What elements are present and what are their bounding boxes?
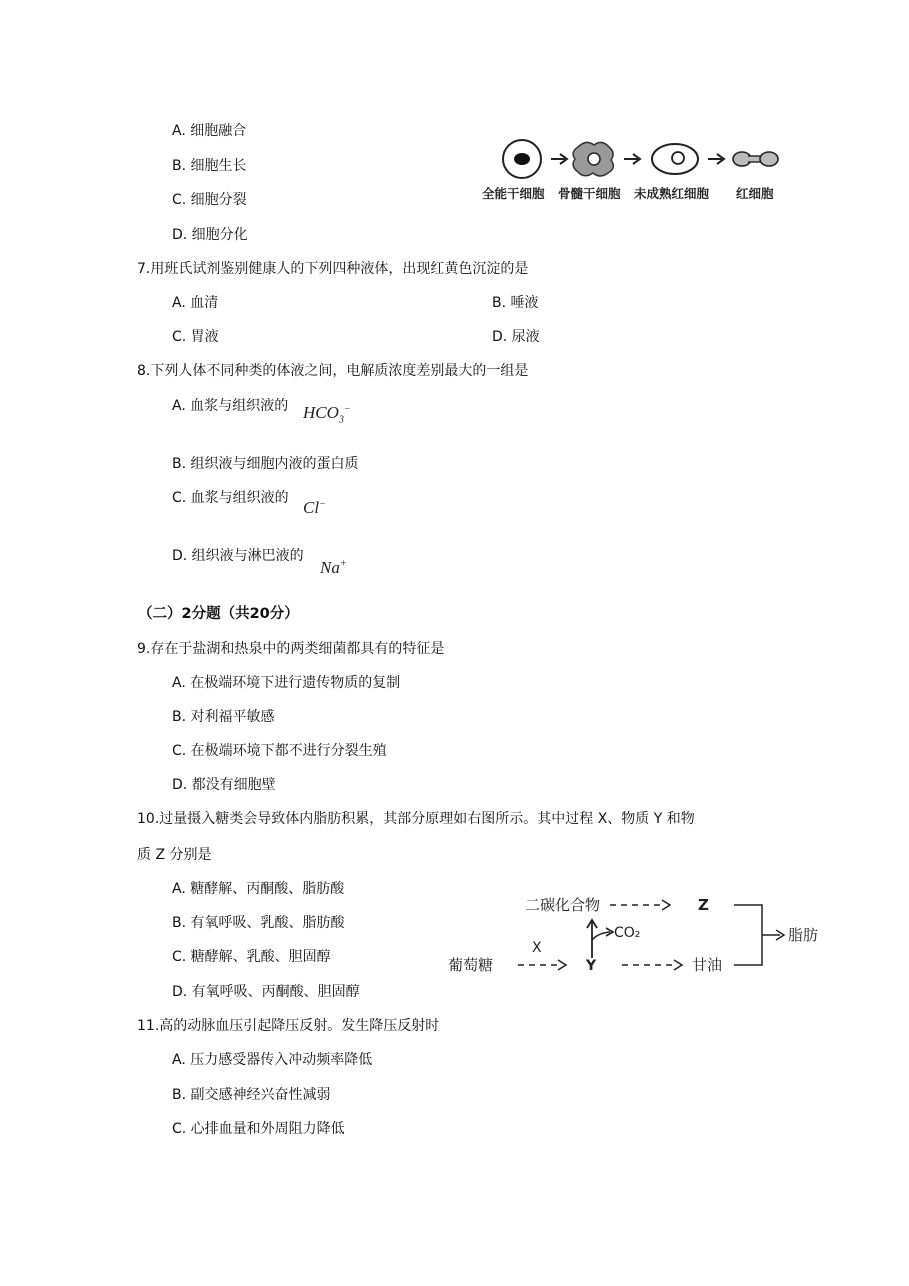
chem-bicarbonate: $HCO_3^-$ [303,403,351,426]
q6-option-a: A. 细胞融合 [172,123,247,139]
q7-stem: 7.用班氏试剂鉴别健康人的下列四种液体，出现红黄色沉淀的是 [137,261,529,277]
q10-option-c: C. 糖酵解、乳酸、胆固醇 [172,949,331,965]
q7-option-d: D. 尿液 [492,329,540,345]
q8-option-b: B. 组织液与细胞内液的蛋白质 [172,456,359,472]
q10-stem-line1: 10.过量摄入糖类会导致体内脂肪积累，其部分原理如右图所示。其中过程 X、物质 Y 和物 [137,811,695,827]
q10-option-d: D. 有氧呼吸、丙酮酸、胆固醇 [172,984,360,1000]
q9-option-a: A. 在极端环境下进行遗传物质的复制 [172,675,401,691]
label-co2: CO₂ [614,925,641,941]
q6-option-d: D. 细胞分化 [172,227,248,243]
q9-option-b: B. 对利福平敏感 [172,709,275,725]
q8-stem: 8.下列人体不同种类的体液之间，电解质浓度差别最大的一组是 [137,363,529,379]
cell-differentiation-figure [478,135,788,210]
label-y: Y [586,958,597,974]
q10-option-b: B. 有氧呼吸、乳酸、脂肪酸 [172,915,345,931]
q8-option-d: D. 组织液与淋巴液的 [172,548,304,564]
label-rbc: 红细胞 [736,186,774,201]
label-marrow: 骨髓干细胞 [558,186,621,201]
q10-stem-line2: 质 Z 分别是 [137,847,212,863]
label-z: Z [698,896,709,914]
q11-option-a: A. 压力感受器传入冲动频率降低 [172,1052,373,1068]
q11-option-b: B. 副交感神经兴奋性减弱 [172,1087,331,1103]
q8-option-c: C. 血浆与组织液的 [172,490,289,506]
chem-sodium: Na+ [320,558,347,577]
q9-option-c: C. 在极端环境下都不进行分裂生殖 [172,743,387,759]
label-fat: 脂肪 [788,926,819,944]
label-immature-rbc: 未成熟红细胞 [634,186,710,201]
q8-option-a: A. 血浆与组织液的 [172,398,289,414]
label-x: X [532,940,542,956]
chem-chloride: Cl− [303,498,326,517]
q6-option-b: B. 细胞生长 [172,158,247,174]
q11-stem: 11.高的动脉血压引起降压反射。发生降压反射时 [137,1018,440,1034]
q10-option-a: A. 糖酵解、丙酮酸、脂肪酸 [172,881,345,897]
q9-option-d: D. 都没有细胞壁 [172,777,276,793]
q6-option-c: C. 细胞分裂 [172,192,247,208]
label-glucose: 葡萄糖 [448,956,494,974]
fat-synthesis-diagram [440,888,835,980]
label-glycerol: 甘油 [692,956,723,974]
label-two-carbon: 二碳化合物 [525,896,601,914]
q11-option-c: C. 心排血量和外周阻力降低 [172,1121,345,1137]
q7-option-a: A. 血清 [172,295,219,311]
q7-option-c: C. 胃液 [172,329,219,345]
section-title: （二）2分题（共20分） [138,606,299,622]
q7-option-b: B. 唾液 [492,295,539,311]
q9-stem: 9.存在于盐湖和热泉中的两类细菌都具有的特征是 [137,641,445,657]
label-totipotent: 全能干细胞 [482,186,545,201]
